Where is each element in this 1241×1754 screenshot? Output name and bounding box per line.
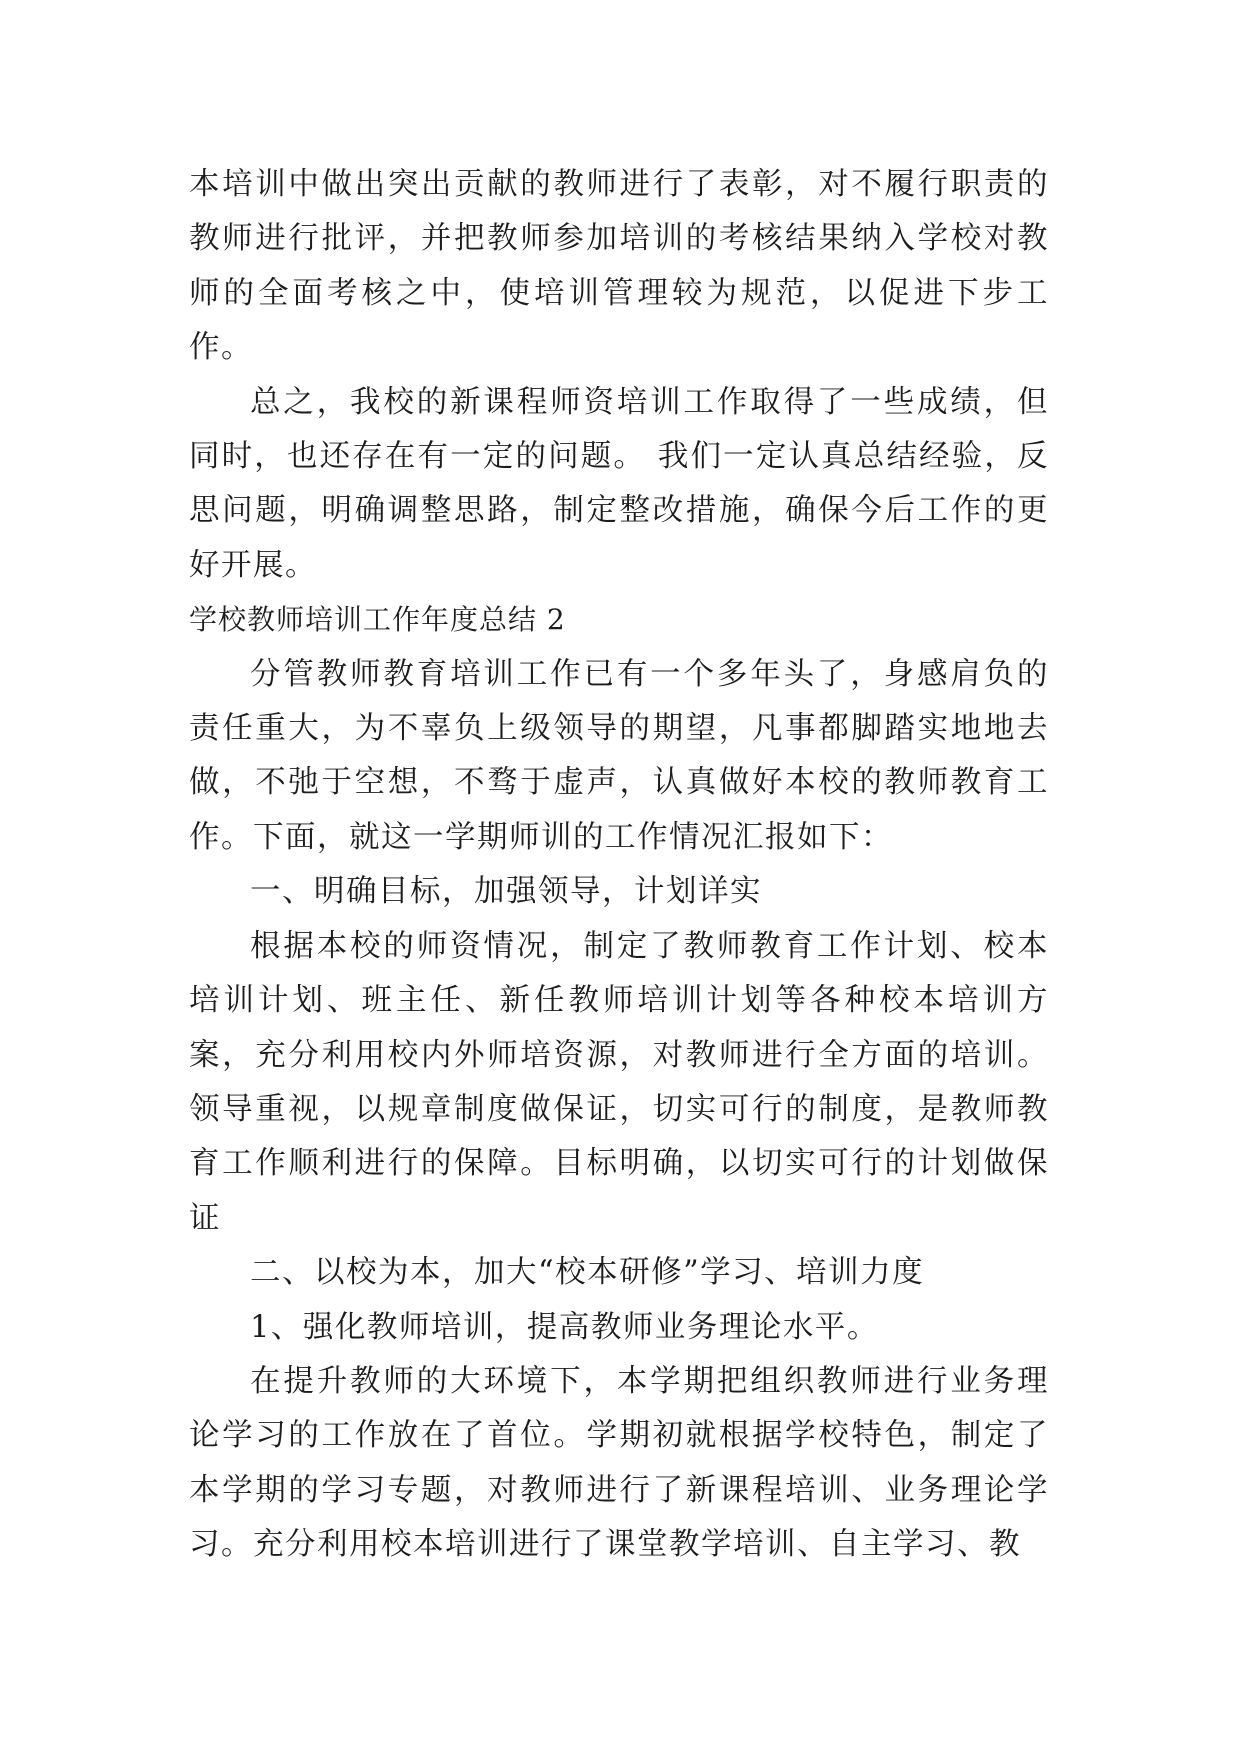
subheading-one: 一、明确目标，加强领导，计划详实: [250, 874, 762, 910]
paragraph-plans: 根据本校的师资情况，制定了教师教育工作计划、校本培训计划、班主任、新任教师培训计划等各种校本培训方案，充分利用校内外师培资源，对教师进行全方面的培训。领导重视，以规章制度做保证，切实可行的制度，是教师教育工作顺利进行的保障。目标明确，以切实可行的计划做保证: [189, 928, 1049, 1236]
subheading-two: 二、以校为本，加大“校本研修”学习、培训力度: [250, 1255, 925, 1291]
paragraph-intro: 分管教师教育培训工作已有一个多年头了，身感肩负的责任重大，为不辜负上级领导的期望，凡事都脚踏实地地去做，不弛于空想，不骛于虚声，认真做好本校的教师教育工作。下面，就这一学期师训的工作情况汇报如下：: [189, 656, 1049, 855]
list-item-one: 1、强化教师培训，提高教师业务理论水平。: [250, 1309, 879, 1345]
paragraph-summary: 总之，我校的新课程师资培训工作取得了一些成绩，但同时，也还存在有一定的问题。 我们一定认真总结经验，反思问题，明确调整思路，制定整改措施，确保今后工作的更好开展。: [189, 384, 1049, 583]
paragraph-training: 在提升教师的大环境下，本学期把组织教师进行业务理论学习的工作放在了首位。学期初就根据学校特色，制定了本学期的学习专题，对教师进行了新课程培训、业务理论学习。充分利用校本培训进行了课堂教学培训、自主学习、教: [189, 1363, 1049, 1563]
paragraph-continuation: 本培训中做出突出贡献的教师进行了表彰，对不履行职责的教师进行批评，并把教师参加培训的考核结果纳入学校对教师的全面考核之中，使培训管理较为规范，以促进下步工作。: [189, 167, 1049, 366]
section-title: 学校教师培训工作年度总结 2: [189, 603, 566, 637]
document-body: [189, 158, 1049, 1573]
